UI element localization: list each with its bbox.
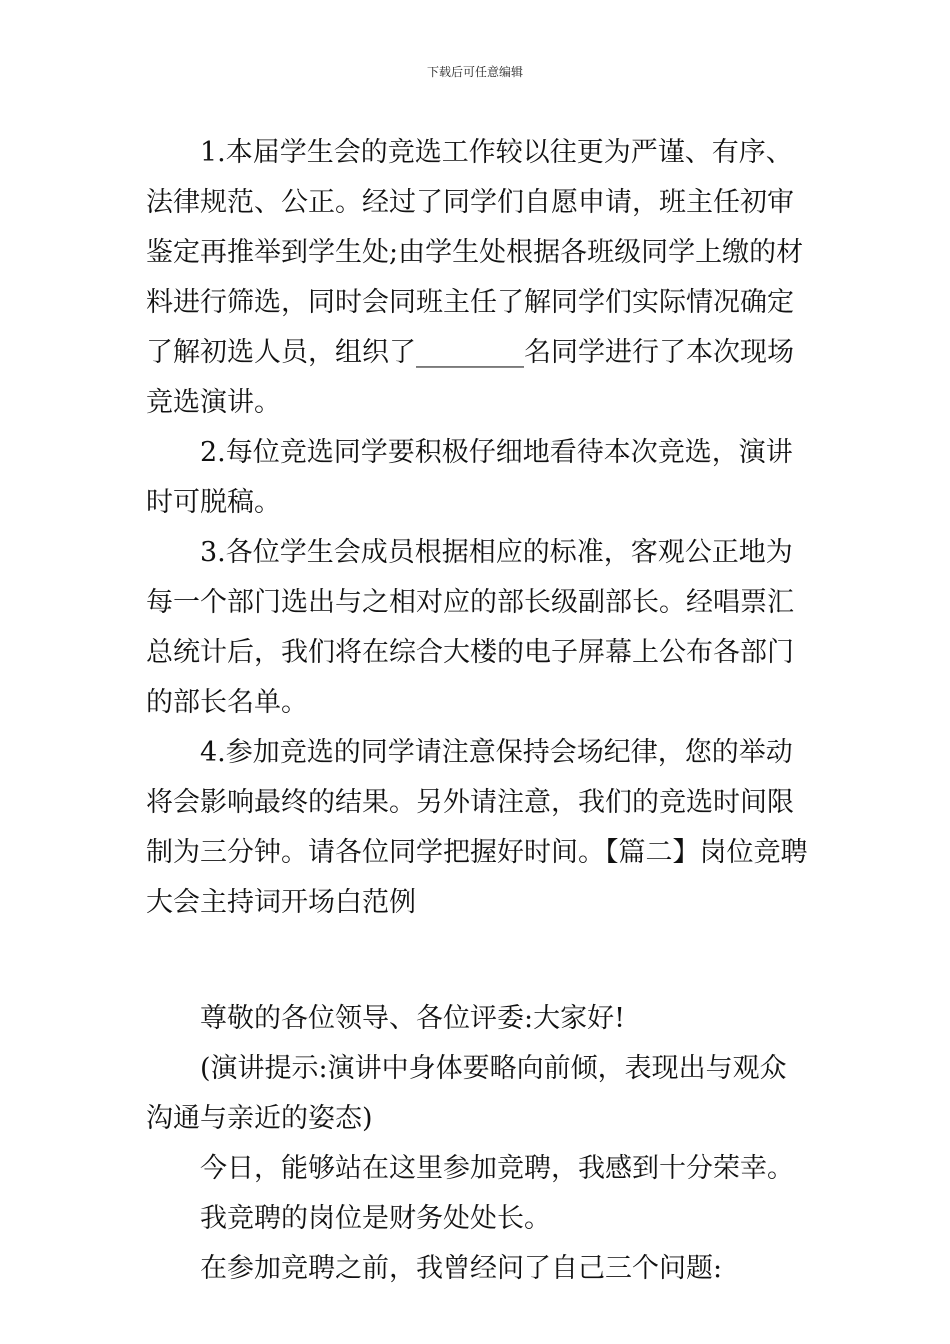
page-header: 下载后可任意编辑 <box>426 65 523 79</box>
document-body <box>146 128 811 1294</box>
paragraph-speech-tip: (演讲提示:演讲中身体要略向前倾，表现出与观众沟通与亲近的姿态) <box>146 1053 787 1134</box>
paragraph-questions: 在参加竞聘之前，我曾经问了自己三个问题: <box>200 1253 723 1284</box>
paragraph-4: 4.参加竞选的同学请注意保持会场纪律，您的举动将会影响最终的结果。另外请注意，我们的竞选时间限制为三分钟。请各位同学把握好时间。【篇二】岗位竞聘大会主持词开场白范例 <box>146 737 808 918</box>
paragraph-honor: 今日，能够站在这里参加竞聘，我感到十分荣幸。 <box>200 1153 794 1184</box>
section-gap <box>146 928 811 994</box>
paragraph-3: 3.各位学生会成员根据相应的标准，客观公正地为每一个部门选出与之相对应的部长级副部长。经唱票汇总统计后，我们将在综合大楼的电子屏幕上公布各部门的部长名单。 <box>146 537 794 718</box>
paragraph-greeting: 尊敬的各位领导、各位评委:大家好! <box>200 1003 625 1034</box>
paragraph-2: 2.每位竞选同学要积极仔细地看待本次竞选，演讲时可脱稿。 <box>146 437 793 518</box>
paragraph-1: 1.本届学生会的竞选工作较以往更为严谨、有序、法律规范、公正。经过了同学们自愿申请，班主任初审鉴定再推举到学生处;由学生处根据各班级同学上缴的材料进行筛选，同时会同班主任了解同学们实际情况确定了解初选人员，组织了________名同学进行了本次现场竞选演讲。 <box>146 137 804 418</box>
paragraph-position: 我竞聘的岗位是财务处处长。 <box>200 1203 551 1234</box>
